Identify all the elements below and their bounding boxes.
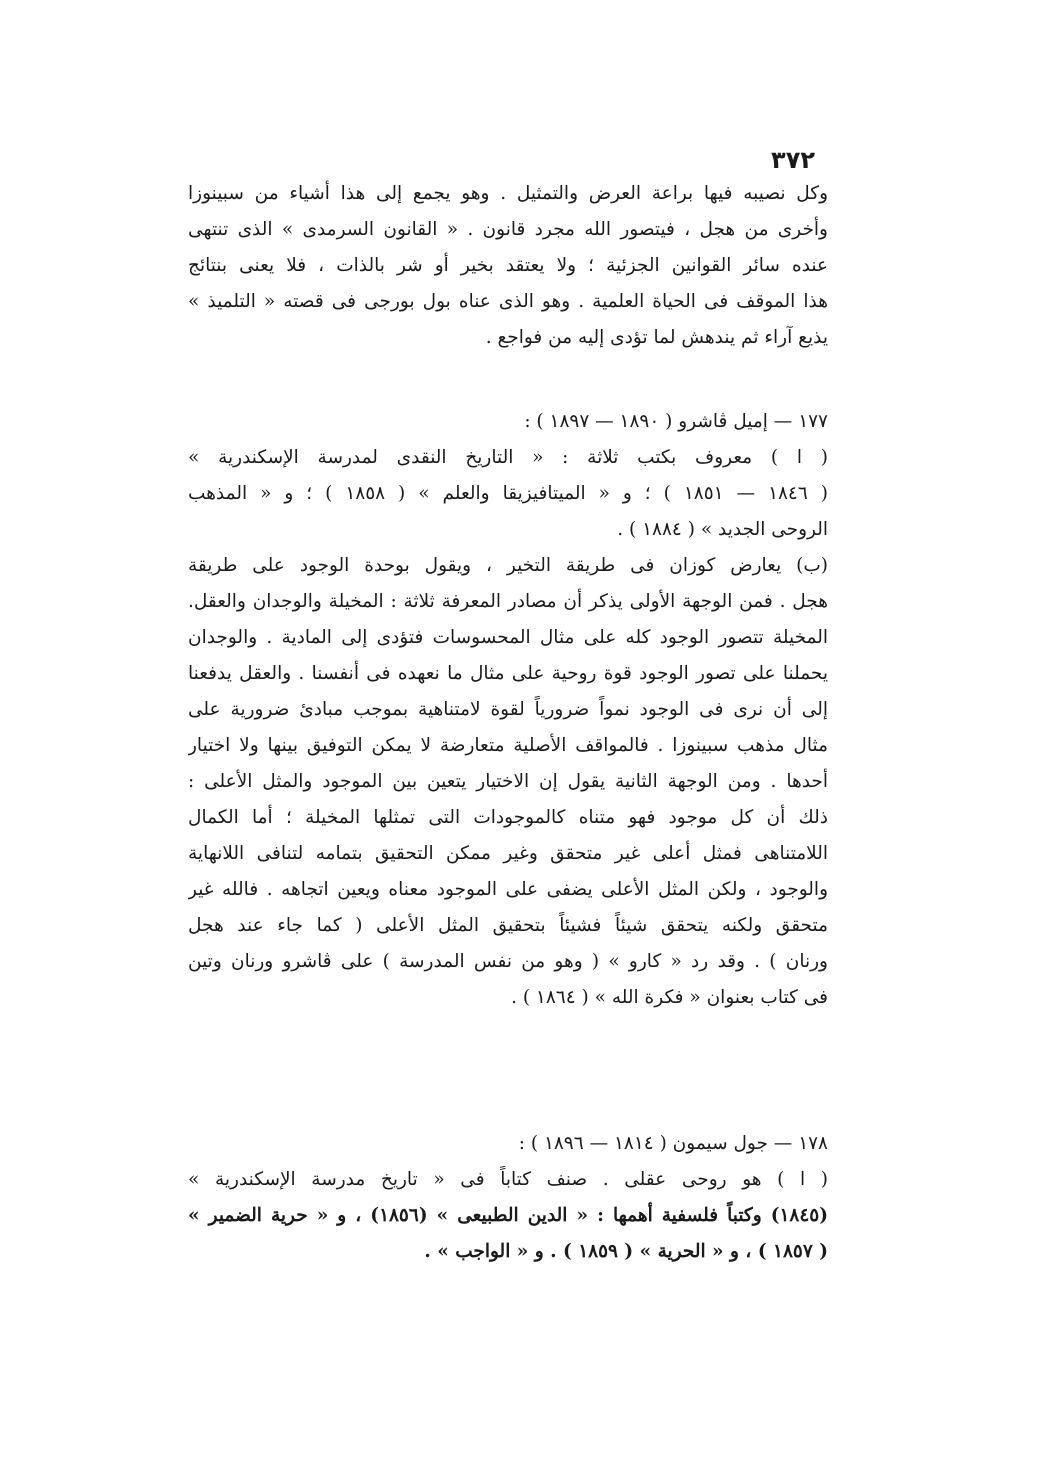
section-line: اللامتناهى فمثل أعلى غير متحقق وغير ممكن التحقيق بتمامه لتنافى اللانهاية: [188, 843, 828, 864]
section-line: (ب) يعارض كوزان فى طريقة التخير ، ويقول بوحدة الوجود على طريقة: [188, 555, 828, 576]
section-line: يحملنا على تصور الوجود قوة روحية على مثال ما نعهده فى أنفسنا . والعقل يدفعنا: [188, 663, 828, 684]
section-line: ( ا ) معروف بكتب ثلاثة : « التاريخ النقدى لمدرسة الإسكندرية »: [188, 447, 828, 468]
intro-line: وكل نصيبه فيها براعة العرض والتمثيل . وهو يجمع إلى هذا أشياء من سبينوزا: [188, 183, 828, 204]
section-heading: ١٧٨ — جول سيمون ( ١٨١٤ — ١٨٩٦ ) :: [518, 1133, 828, 1154]
section-line: مثال مذهب سبينوزا . فالمواقف الأصلية متعارضة لا يمكن التوفيق بينها ولا اختيار: [188, 735, 828, 756]
section-line: إلى أن نرى فى الوجود نمواً ضرورياً لقوة لامتناهية بموجب مبادئ ضرورية على: [188, 699, 828, 720]
section-line: ( ا ) هو روحى عقلى . صنف كتاباً فى « تاريخ مدرسة الإسكندرية »: [188, 1169, 828, 1190]
section-line: والوجود ، ولكن المثل الأعلى يضفى على الموجود معناه ويعين اتجاهه . فالله غير: [188, 879, 828, 900]
section-line: ذلك أن كل موجود فهو متناه كالموجودات التى تمثلها المخيلة ؛ أما الكمال: [188, 807, 828, 828]
section-line: فى كتاب بعنوان « فكرة الله » ( ١٨٦٤ ) .: [511, 987, 828, 1008]
section-line: المخيلة تتصور الوجود كله على مثال المحسوسات فتؤدى إلى المادية . والوجدان: [188, 627, 828, 648]
section-line: ( ١٨٤٦ — ١٨٥١ ) ؛ و « الميتافيزيقا والعلم » ( ١٨٥٨ ) ؛ و « المذهب: [188, 483, 828, 504]
section-line: الروحى الجديد » ( ١٨٨٤ ) .: [617, 519, 828, 540]
section-line: ( ١٨٥٧ ) ، و « الحرية » ( ١٨٥٩ ) . و « الواجب » .: [424, 1241, 828, 1262]
section-line: هجل . فمن الوجهة الأولى يذكر أن مصادر المعرفة ثلاثة : المخيلة والوجدان والعقل.: [188, 591, 828, 612]
section-line: أحدها . ومن الوجهة الثانية يقول إن الاختيار يتعين بين الموجود والمثل الأعلى :: [188, 771, 828, 792]
section-line: (١٨٤٥) وكتباً فلسفية أهمها : « الدين الطبيعى » (١٨٥٦) ، و « حرية الضمير »: [188, 1205, 828, 1226]
intro-line: وأخرى من هجل ، فيتصور الله مجرد قانون . « القانون السرمدى » الذى تنتهى: [188, 219, 828, 240]
section-heading: ١٧٧ — إميل ڤاشرو ( ١٨٩٠ — ١٨٩٧ ) :: [524, 411, 828, 432]
intro-line: عنده سائر القوانين الجزئية ؛ ولا يعتقد بخير أو شر بالذات ، فلا يعنى بنتائج: [188, 255, 828, 276]
intro-line: يذيع آراء ثم يندهش لما تؤدى إليه من فواجع .: [485, 327, 828, 348]
section-line: متحقق ولكنه يتحقق شيئاً فشيئاً بتحقيق المثل الأعلى ( كما جاء عند هجل: [188, 915, 828, 936]
section-line: ورنان ) . وقد رد « كارو » ( وهو من نفس المدرسة ) على ڤاشرو ورنان وتين: [188, 951, 828, 972]
intro-line: هذا الموقف فى الحياة العلمية . وهو الذى عناه بول بورجى فى قصته « التلميذ »: [188, 291, 828, 312]
page-number: ٣٧٢: [771, 146, 815, 174]
